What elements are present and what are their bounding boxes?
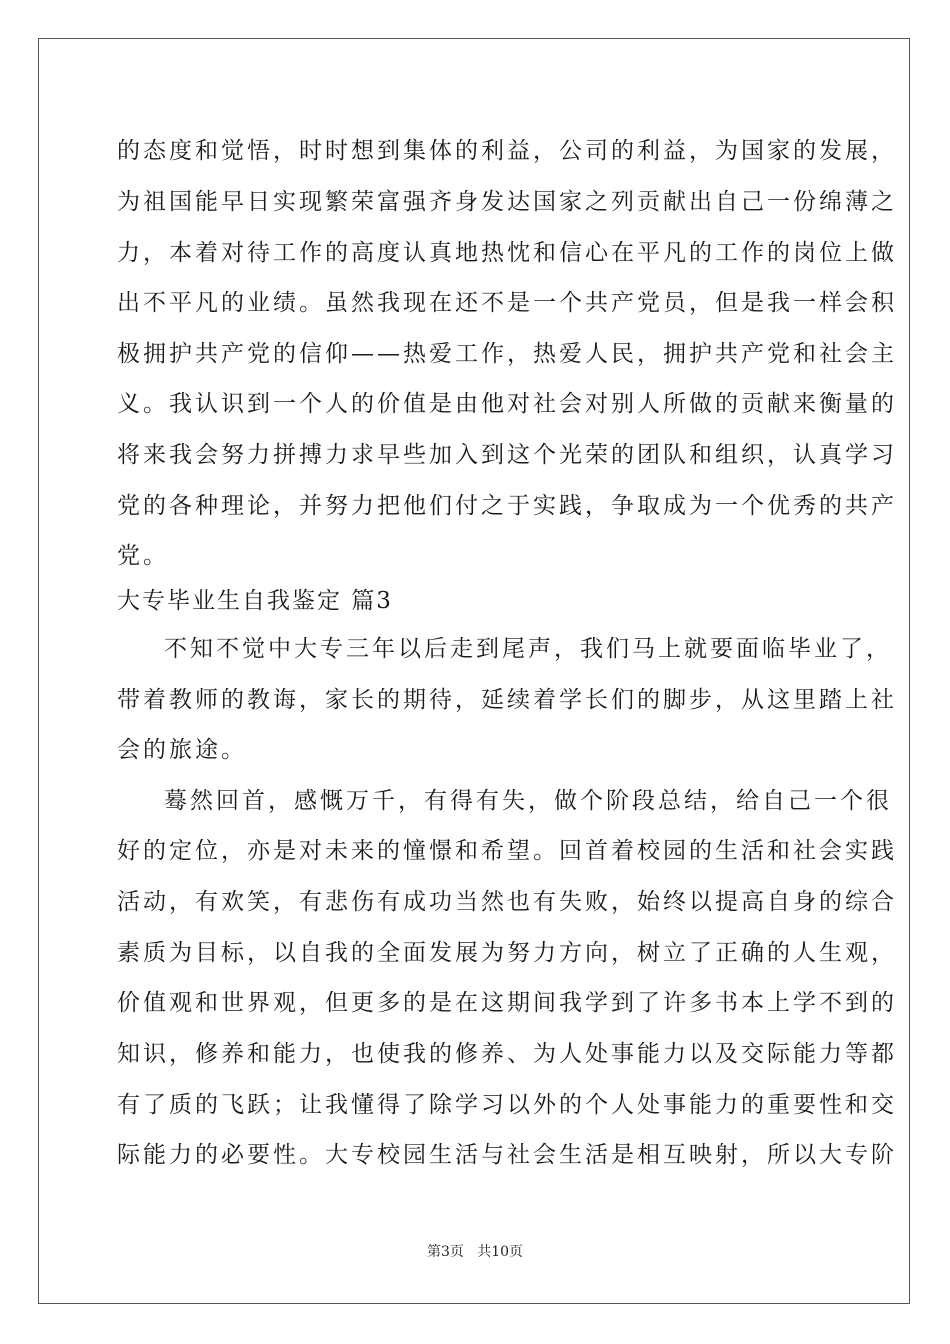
paragraph-line: 蓦然回首，感慨万千，有得有失，做个阶段总结，给自己一个很 bbox=[164, 788, 892, 814]
paragraph-line: 好的定位，亦是对未来的憧憬和希望。回首着校园的生活和社会实践 bbox=[117, 838, 897, 864]
paragraph-line: 党。 bbox=[117, 543, 169, 569]
paragraph-line: 不知不觉中大专三年以后走到尾声，我们马上就要面临毕业了， bbox=[164, 636, 892, 662]
paragraph-line: 会的旅途。 bbox=[117, 737, 247, 763]
paragraph-line: 力，本着对待工作的高度认真地热忱和信心在平凡的工作的岗位上做 bbox=[117, 240, 897, 266]
paragraph-line: 为祖国能早日实现繁荣富强齐身发达国家之列贡献出自己一份绵薄之 bbox=[117, 189, 897, 215]
paragraph-line: 出不平凡的业绩。虽然我现在还不是一个共产党员，但是我一样会积 bbox=[117, 290, 897, 316]
paragraph-line: 将来我会努力拼搏力求早些加入到这个光荣的团队和组织，认真学习 bbox=[117, 442, 897, 468]
paragraph-line: 活动，有欢笑，有悲伤有成功当然也有失败，始终以提高自身的综合 bbox=[117, 889, 897, 915]
page-number-footer: 第3页 共10页 bbox=[426, 1244, 524, 1260]
paragraph-line: 际能力的必要性。大专校园生活与社会生活是相互映射，所以大专阶 bbox=[117, 1142, 897, 1168]
paragraph-line: 知识，修养和能力，也使我的修养、为人处事能力以及交际能力等都 bbox=[117, 1041, 897, 1067]
paragraph-line: 有了质的飞跃；让我懂得了除学习以外的个人处事能力的重要性和交 bbox=[117, 1092, 897, 1118]
section-heading: 大专毕业生自我鉴定 篇3 bbox=[117, 588, 393, 614]
paragraph-line: 党的各种理论，并努力把他们付之于实践，争取成为一个优秀的共产 bbox=[117, 493, 897, 519]
paragraph-line: 的态度和觉悟，时时想到集体的利益，公司的利益，为国家的发展， bbox=[117, 138, 897, 164]
paragraph-line: 价值观和世界观，但更多的是在这期间我学到了许多书本上学不到的 bbox=[117, 990, 897, 1016]
paragraph-line: 极拥护共产党的信仰——热爱工作，热爱人民，拥护共产党和社会主 bbox=[117, 341, 897, 367]
paragraph-line: 义。我认识到一个人的价值是由他对社会对别人所做的贡献来衡量的 bbox=[117, 391, 897, 417]
paragraph-line: 素质为目标，以自我的全面发展为努力方向，树立了正确的人生观， bbox=[117, 940, 897, 966]
paragraph-line: 带着教师的教诲，家长的期待，延续着学长们的脚步，从这里踏上社 bbox=[117, 687, 897, 713]
